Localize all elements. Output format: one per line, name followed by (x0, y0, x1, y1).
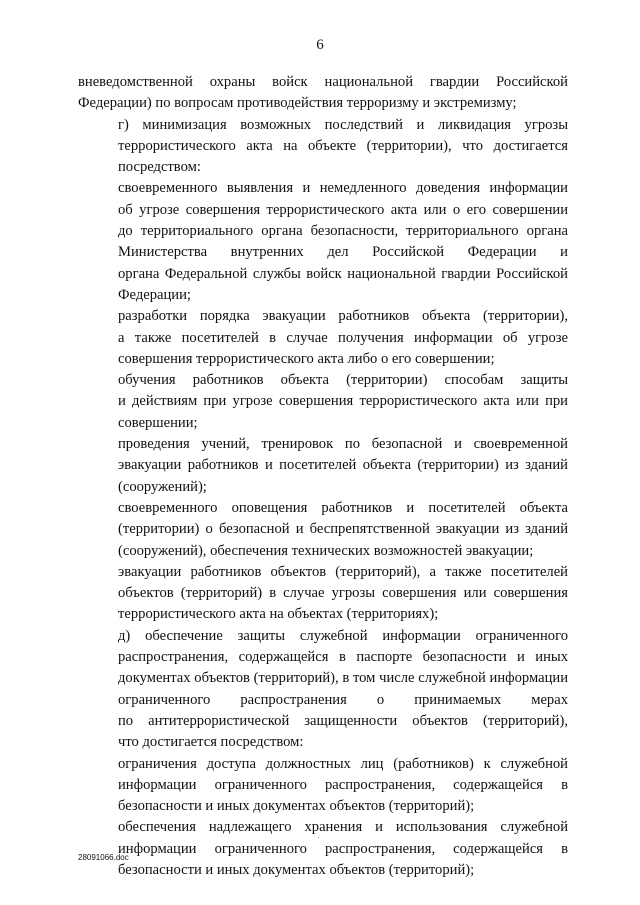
paragraph (78, 626, 568, 754)
paragraph (78, 562, 568, 626)
text-line: вневедомственной охраны войск национальной гвардии Российской (78, 74, 568, 90)
text-line: разработки порядка эвакуации работников объекта (территории), (118, 308, 568, 325)
text-line: совершении; (118, 414, 198, 431)
text-line: проведения учений, тренировок по безопасной и своевременной (118, 436, 568, 453)
text-line: и действиям при угрозе совершения террористического акта или при (118, 393, 568, 410)
text-line: объектов (территорий) в случае угрозы совершения или совершения (118, 585, 568, 602)
paragraph (78, 370, 568, 434)
text-line: информации ограниченного распространения, содержащейся в (118, 776, 568, 793)
text-line: террористического акта на объекте (территории), что достигается (118, 137, 568, 154)
text-line: об угрозе совершения террористического акта или о его совершении (118, 201, 568, 218)
text-line: обучения работников объекта (территории) способам защиты (118, 372, 568, 389)
text-line: документах объектов (территорий), в том числе служебной информации (118, 670, 568, 687)
text-line: до территориального органа безопасности, территориального органа (118, 223, 568, 240)
text-line: Федерации) по вопросам противодействия терроризму и экстремизму; (78, 95, 517, 112)
paragraph (78, 72, 568, 115)
footer-file-code: 28091066.doc (78, 853, 129, 862)
text-line: совершения террористического акта либо о его совершении; (118, 350, 495, 367)
scan-speck (318, 837, 319, 838)
paragraph (78, 754, 568, 818)
document-body (78, 72, 568, 881)
paragraph (78, 817, 568, 881)
text-line: безопасности и иных документах объектов (территорий); (118, 861, 475, 878)
text-line: эвакуации работников объектов (территорий), а также посетителей (118, 563, 568, 580)
text-line: обеспечения надлежащего хранения и использования служебной (118, 819, 568, 836)
page-number: 6 (316, 37, 324, 53)
text-line: безопасности и иных документах объектов (территорий); (118, 798, 475, 815)
text-line: распространения, содержащейся в паспорте безопасности и иных (118, 649, 568, 666)
text-line: что достигается посредством: (118, 734, 304, 751)
text-line: террористического акта на объектах (территориях); (118, 606, 439, 623)
text-line: ограниченного распространения о принимаемых мерах (118, 691, 568, 708)
text-line: (сооружений); (118, 478, 207, 495)
text-line: (сооружений), обеспечения технических возможностей эвакуации; (118, 542, 534, 559)
paragraph (78, 434, 568, 498)
text-line: а также посетителей в случае получения информации об угрозе (118, 329, 568, 346)
text-line: г) минимизация возможных последствий и ликвидация угрозы (118, 116, 568, 133)
text-line: информации ограниченного распространения, содержащейся в (118, 840, 568, 857)
text-line: по антитеррористической защищенности объектов (территорий), (118, 712, 568, 729)
text-line: посредством: (118, 159, 201, 176)
text-line: (территории) о безопасной и беспрепятственной эвакуации из зданий (118, 521, 568, 538)
text-line: Федерации; (118, 286, 191, 303)
text-line: эвакуации работников и посетителей объекта (территории) из зданий (118, 457, 568, 474)
text-line: д) обеспечение защиты служебной информации ограниченного (118, 627, 568, 644)
paragraph (78, 306, 568, 370)
text-line: своевременного выявления и немедленного доведения информации (118, 180, 568, 197)
text-line: ограничения доступа должностных лиц (работников) к служебной (118, 755, 568, 772)
text-line: своевременного оповещения работников и посетителей объекта (118, 499, 568, 516)
paragraph (78, 498, 568, 562)
paragraph (78, 115, 568, 179)
paragraph (78, 178, 568, 306)
text-line: органа Федеральной службы войск национальной гвардии Российской (118, 265, 568, 282)
text-line: Министерства внутренних дел Российской Федерации и (118, 244, 568, 261)
